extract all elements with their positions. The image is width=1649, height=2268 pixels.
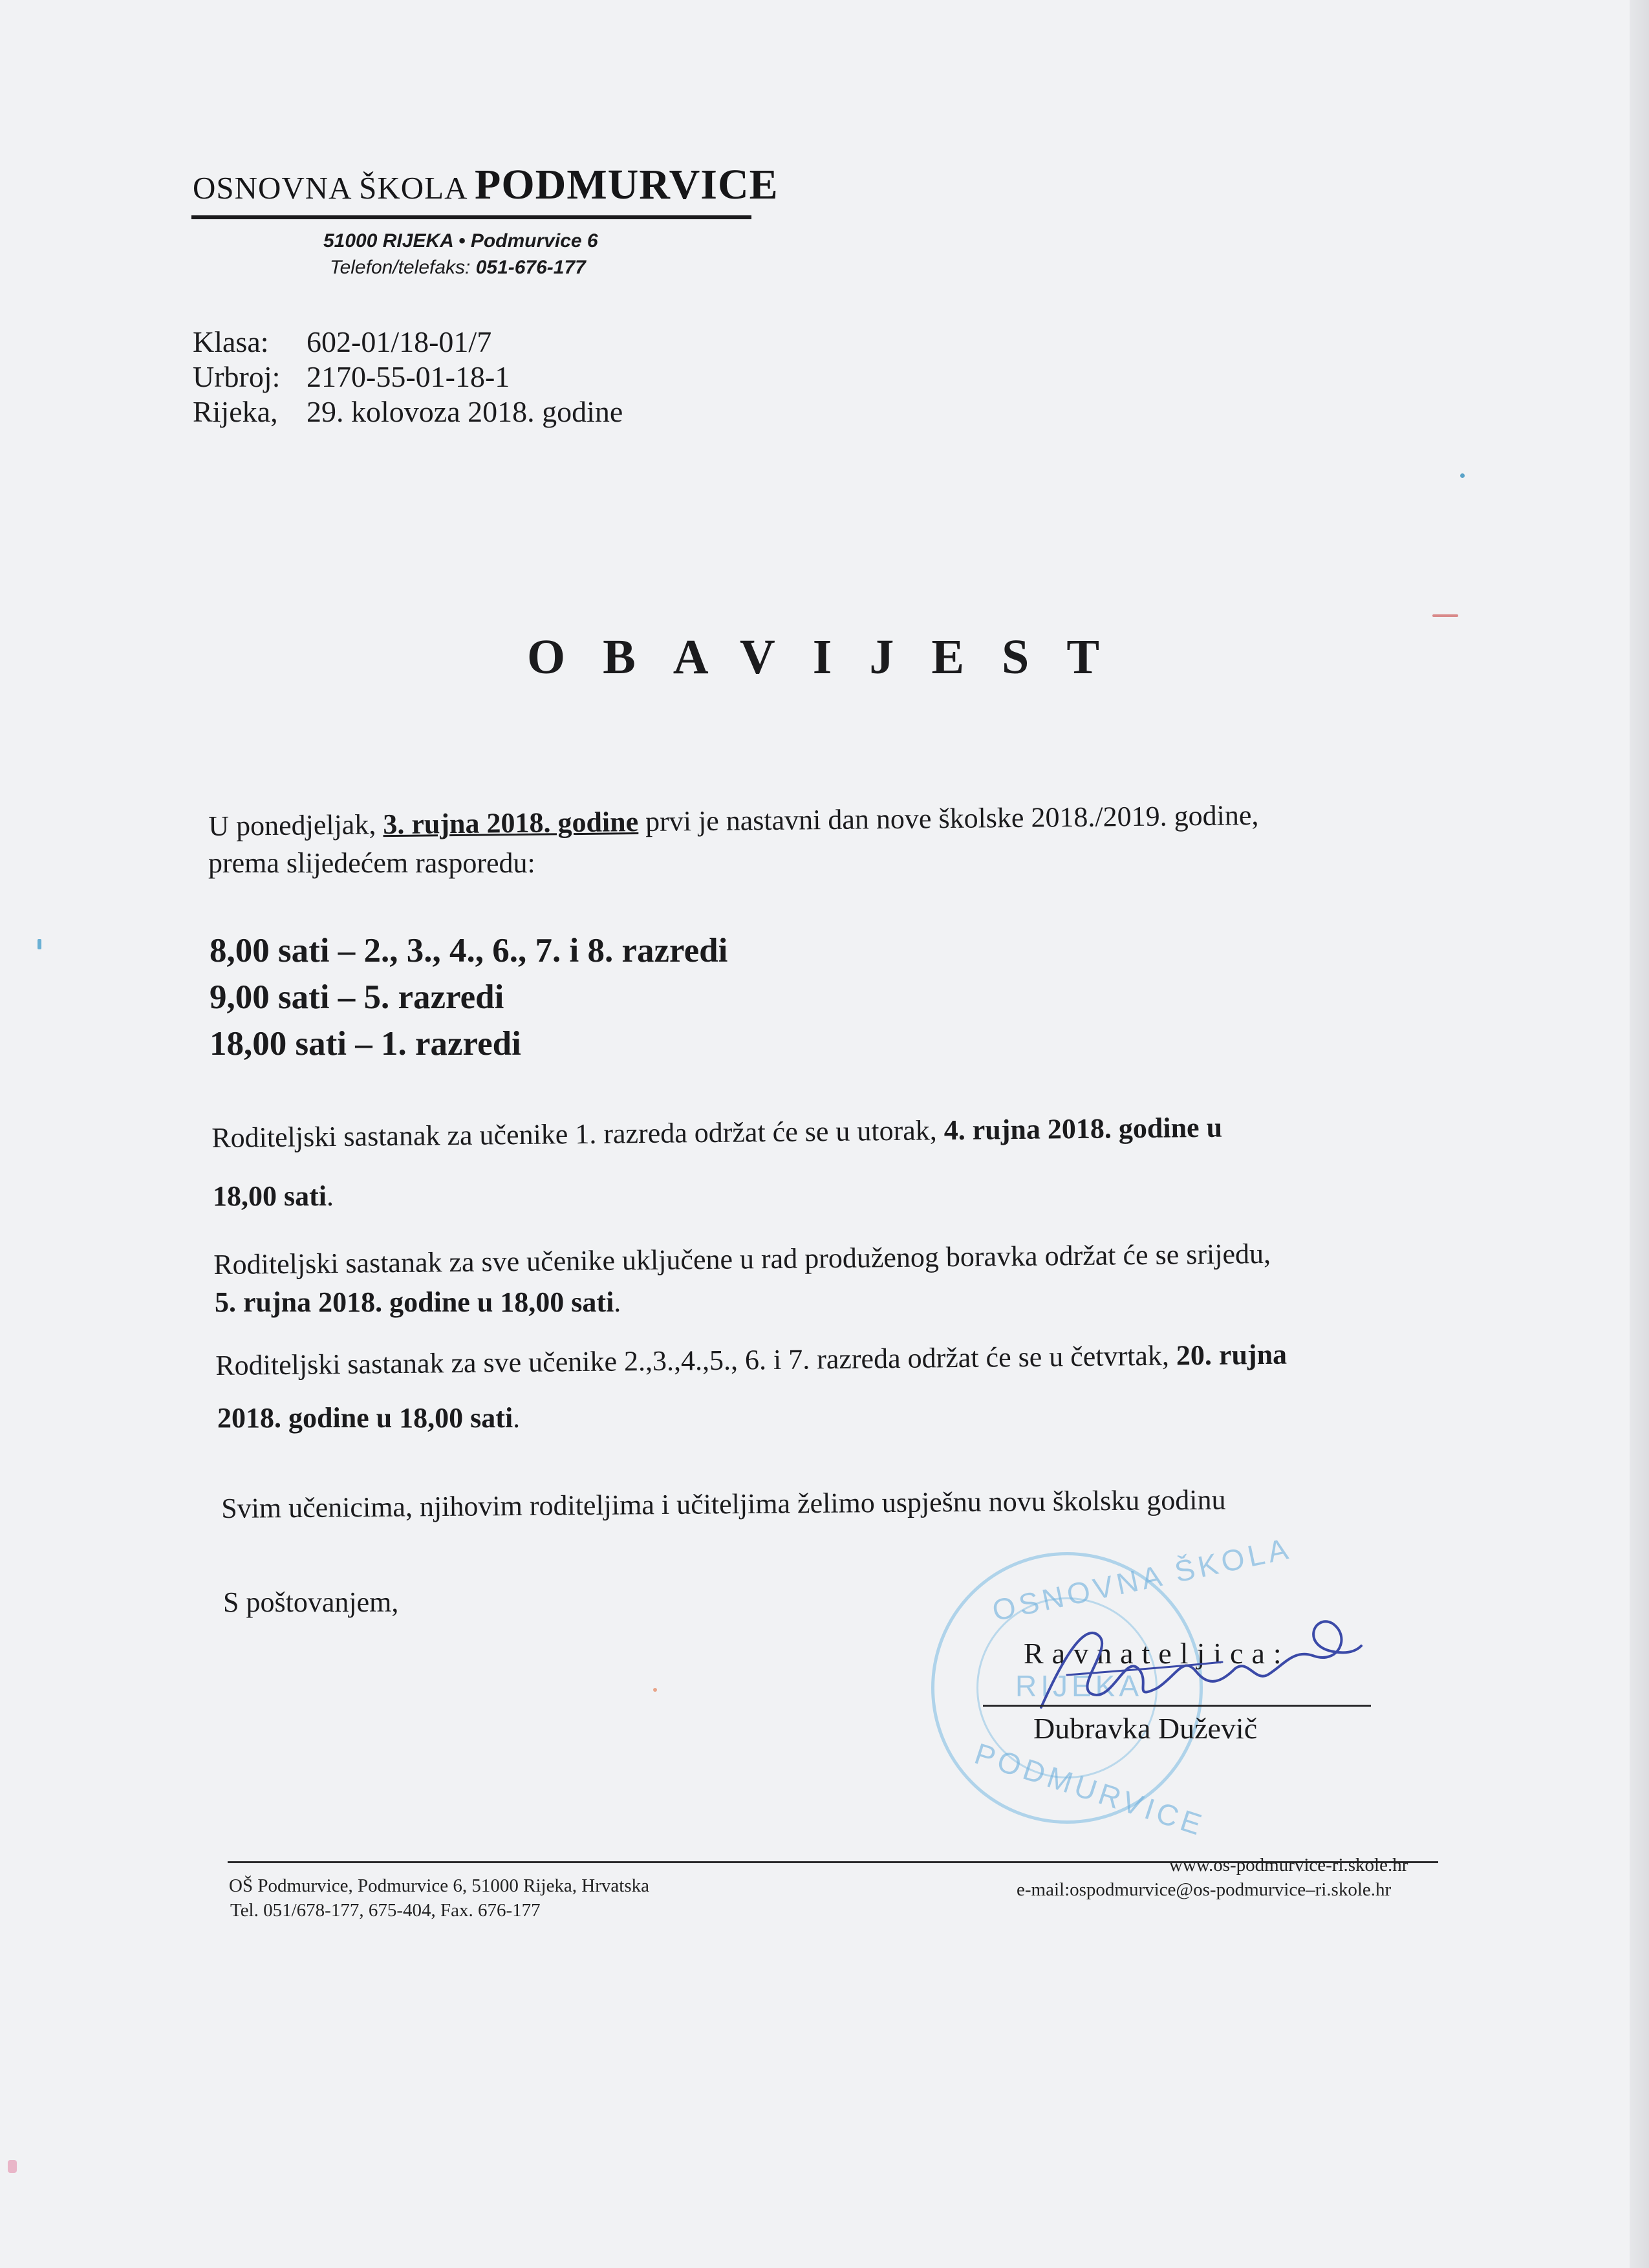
handwritten-signature — [1028, 1610, 1364, 1720]
schedule-item: 18,00 sati – 1. razredi — [210, 1025, 521, 1063]
phone-label: Telefon/telefaks: — [330, 257, 476, 278]
meeting-text: Roditeljski sastanak za sve učenike 2.,3.,4.,5., 6. i 7. razreda održat će se u četvrtak, — [215, 1339, 1177, 1381]
signature-title: Ravnateljica: — [1024, 1637, 1290, 1670]
school-name — [193, 160, 779, 210]
closing-wish: Svim učenicima, njihovim roditeljima i učiteljima želimo uspješnu novu školsku godinu — [221, 1484, 1226, 1524]
closing-regards: S poštovanjem, — [223, 1586, 399, 1618]
stamp-text-middle: RIJEKA — [1015, 1669, 1143, 1703]
ref-urbroj — [193, 360, 510, 394]
urbroj-label: Urbroj: — [193, 360, 281, 393]
meeting-bold: 18,00 sati — [213, 1180, 327, 1212]
scan-speck — [1432, 614, 1458, 617]
meeting-3-line-1 — [215, 1337, 1287, 1384]
place-label: Rijeka, — [193, 395, 278, 428]
meeting-bold: 2018. godine u 18,00 sati — [217, 1402, 513, 1434]
urbroj-value: 2170-55-01-18-1 — [307, 360, 510, 393]
footer-web: www.os-podmurvice-ri.skole.hr — [1169, 1855, 1408, 1875]
school-name-brand: PODMURVICE — [475, 161, 779, 208]
klasa-value: 602-01/18-01/7 — [307, 325, 492, 358]
scan-speck — [38, 939, 41, 949]
stamp-text-top: OSNOVNA ŠKOLA — [989, 1531, 1295, 1628]
intro-line-1 — [208, 797, 1259, 845]
scan-speck — [8, 2160, 17, 2173]
intro-date: 3. rujna 2018. godine — [383, 806, 639, 841]
intro-line-2: prema slijedećem rasporedu: — [208, 847, 535, 879]
meeting-text: Roditeljski sastanak za sve učenike uključene u rad produženog boravka održat će se srijedu, — [213, 1237, 1271, 1280]
footer-address: OŠ Podmurvice, Podmurvice 6, 51000 Rijeka, Hrvatska — [229, 1875, 649, 1896]
schedule-item: 8,00 sati – 2., 3., 4., 6., 7. i 8. razredi — [210, 932, 728, 969]
intro-text-a: U ponedjeljak, — [208, 808, 383, 842]
meeting-3-line-2 — [217, 1400, 520, 1436]
scan-speck — [653, 1688, 657, 1692]
meeting-text: Roditeljski sastanak za učenike 1. razreda održat će se u utorak, — [211, 1114, 945, 1154]
meeting-bold: 4. rujna 2018. godine u — [943, 1111, 1223, 1147]
signatory-name: Dubravka Duževič — [1033, 1712, 1258, 1745]
meeting-text: . — [327, 1180, 334, 1212]
footer-email: e-mail:ospodmurvice@os-podmurvice–ri.skole.hr — [1017, 1879, 1392, 1900]
meeting-2-line-1 — [213, 1236, 1271, 1283]
school-address: 51000 RIJEKA • Podmurvice 6 — [323, 230, 598, 252]
ref-klasa — [193, 325, 491, 359]
meeting-1-line-1 — [211, 1110, 1222, 1156]
schedule-item: 9,00 sati – 5. razredi — [210, 978, 504, 1016]
signature-rule — [983, 1705, 1371, 1707]
meeting-bold: 5. rujna 2018. godine u 18,00 sati — [215, 1286, 614, 1318]
document-title: OBAVIJEST — [527, 630, 1137, 684]
intro-text-b: prvi je nastavni dan nove školske 2018./2019. godine, — [638, 799, 1259, 838]
letterhead-rule — [191, 215, 751, 219]
klasa-label: Klasa: — [193, 325, 269, 358]
date-value: 29. kolovoza 2018. godine — [307, 395, 623, 428]
stamp-text-bottom: PODMURVICE — [971, 1736, 1209, 1843]
meeting-bold: 20. rujna — [1176, 1338, 1288, 1372]
ref-date — [193, 394, 623, 429]
meeting-1-line-2 — [213, 1178, 334, 1215]
meeting-2-line-2 — [215, 1284, 621, 1321]
scan-speck — [1460, 473, 1465, 478]
phone-number: 051-676-177 — [475, 257, 586, 278]
school-phone — [330, 257, 586, 279]
footer-phones: Tel. 051/678-177, 675-404, Fax. 676-177 — [230, 1900, 541, 1921]
school-name-prefix: OSNOVNA ŠKOLA — [193, 170, 475, 206]
meeting-text: . — [513, 1402, 521, 1434]
meeting-text: . — [614, 1286, 621, 1318]
paper-edge — [1630, 0, 1649, 2268]
